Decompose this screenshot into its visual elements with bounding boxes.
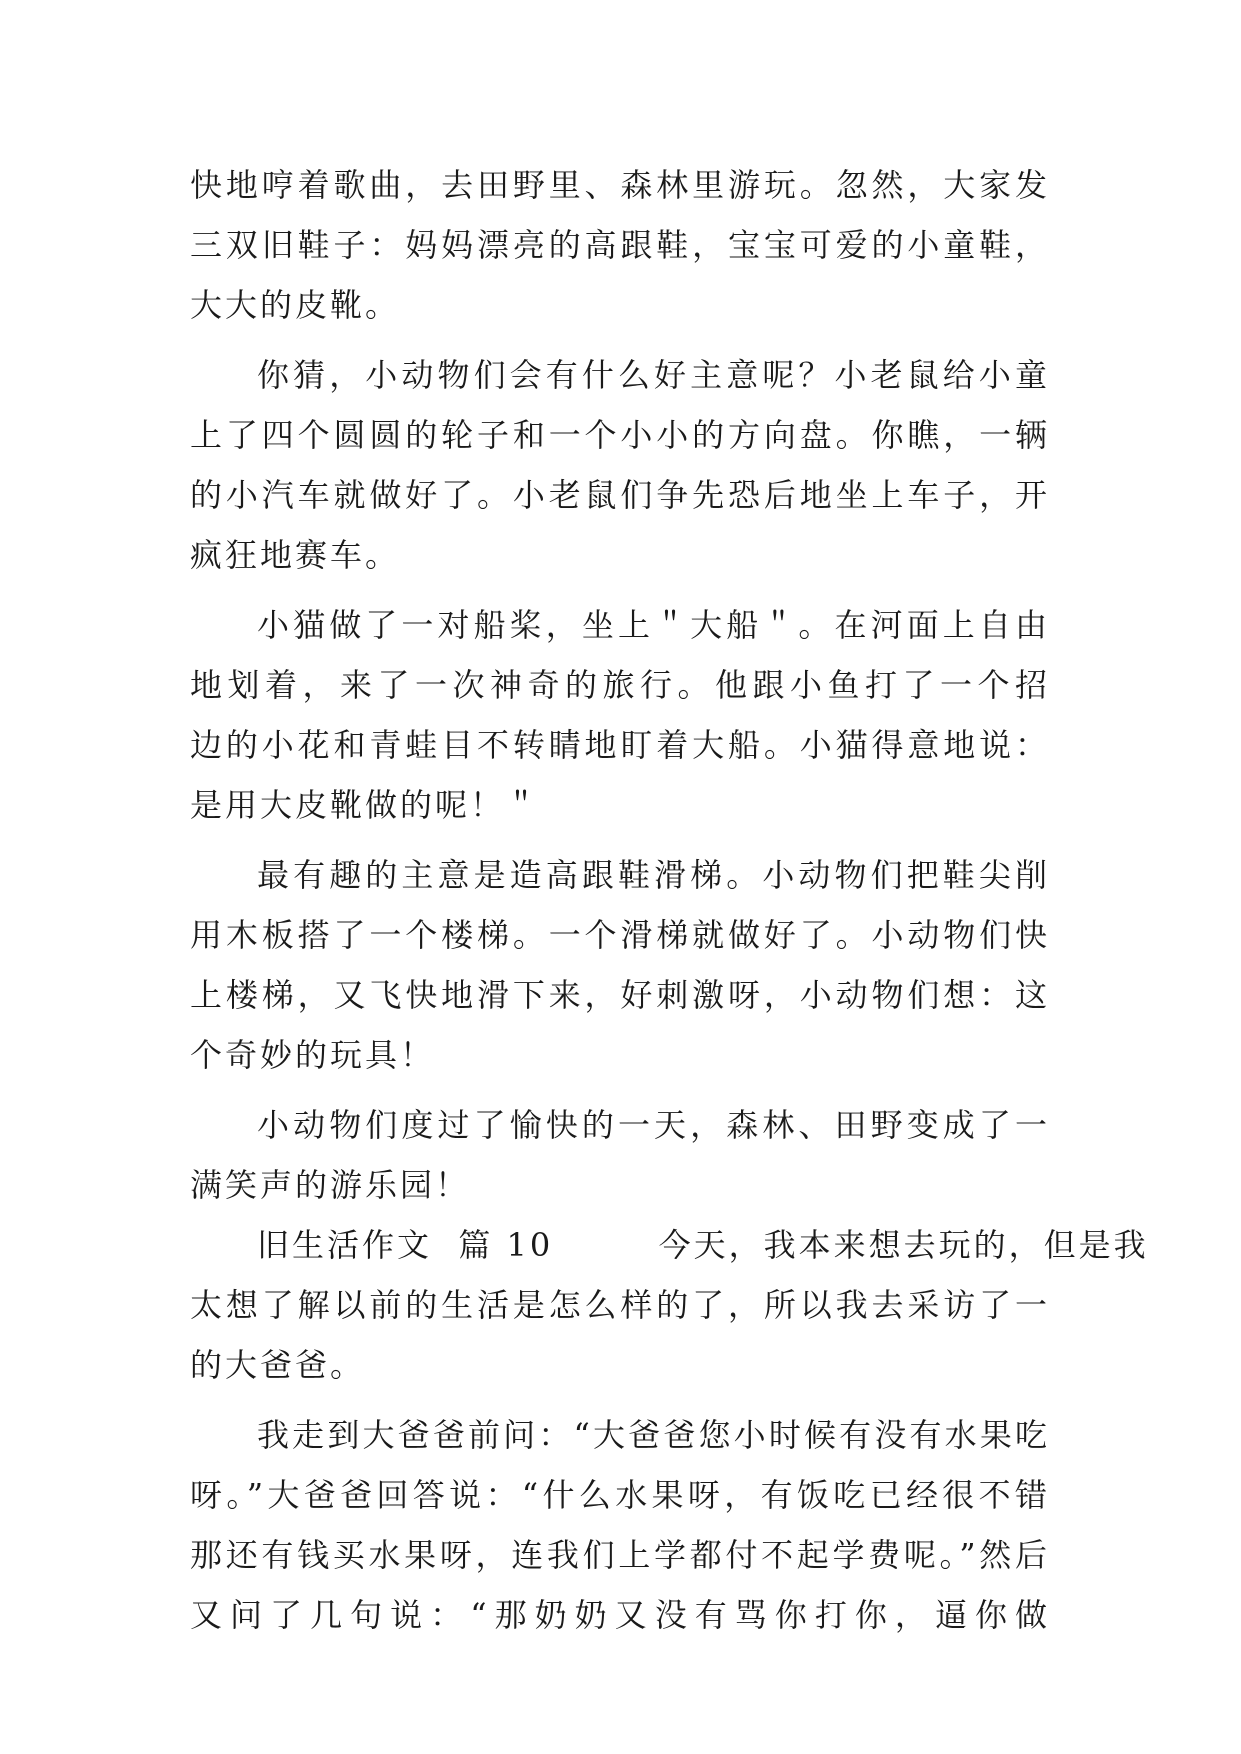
text-line: 你猜，小动物们会有什么好主意呢？小老鼠给小童 — [257, 356, 1050, 394]
text-line: 的大爸爸。 — [190, 1346, 366, 1384]
text-line: 疯狂地赛车。 — [190, 536, 401, 574]
text-line: 边的小花和青蛙目不转睛地盯着大船。小猫得意地说： — [190, 726, 1050, 764]
body-text — [190, 155, 1149, 1645]
text-line: 地划着，来了一次神奇的旅行。他跟小鱼打了一个招 — [190, 666, 1050, 704]
section-heading-line: 旧生活作文 篇 10 今天，我本来想去玩的，但是我 — [257, 1226, 1149, 1264]
text-line: 又问了几句说：“那奶奶又没有骂你打你，逼你做 — [190, 1596, 1050, 1634]
text-line: 我走到大爸爸前问：“大爸爸您小时候有没有水果吃 — [257, 1416, 1050, 1454]
text-line: 个奇妙的玩具！ — [190, 1036, 436, 1074]
text-line: 小猫做了一对船桨，坐上＂大船＂。在河面上自由 — [257, 606, 1050, 644]
text-line: 上楼梯，又飞快地滑下来，好刺激呀，小动物们想：这 — [190, 976, 1050, 1014]
text-line: 大大的皮靴。 — [190, 286, 401, 324]
text-line: 快地哼着歌曲，去田野里、森林里游玩。忽然，大家发 — [190, 166, 1050, 204]
text-line: 满笑声的游乐园！ — [190, 1166, 471, 1204]
text-line: 三双旧鞋子：妈妈漂亮的高跟鞋，宝宝可爱的小童鞋， — [190, 226, 1050, 264]
text-line: 是用大皮靴做的呢！＂ — [190, 786, 541, 824]
text-line: 小动物们度过了愉快的一天，森林、田野变成了一 — [257, 1106, 1050, 1144]
text-line: 呀。”大爸爸回答说：“什么水果呀，有饭吃已经很不错 — [190, 1476, 1050, 1514]
text-line: 用木板搭了一个楼梯。一个滑梯就做好了。小动物们快 — [190, 916, 1050, 954]
text-line: 上了四个圆圆的轮子和一个小小的方向盘。你瞧，一辆 — [190, 416, 1050, 454]
text-line: 那还有钱买水果呀，连我们上学都付不起学费呢。”然后 — [190, 1536, 1050, 1574]
text-line: 太想了解以前的生活是怎么样的了，所以我去采访了一 — [190, 1286, 1050, 1324]
text-line: 最有趣的主意是造高跟鞋滑梯。小动物们把鞋尖削 — [257, 856, 1050, 894]
text-line: 的小汽车就做好了。小老鼠们争先恐后地坐上车子，开 — [190, 476, 1050, 514]
